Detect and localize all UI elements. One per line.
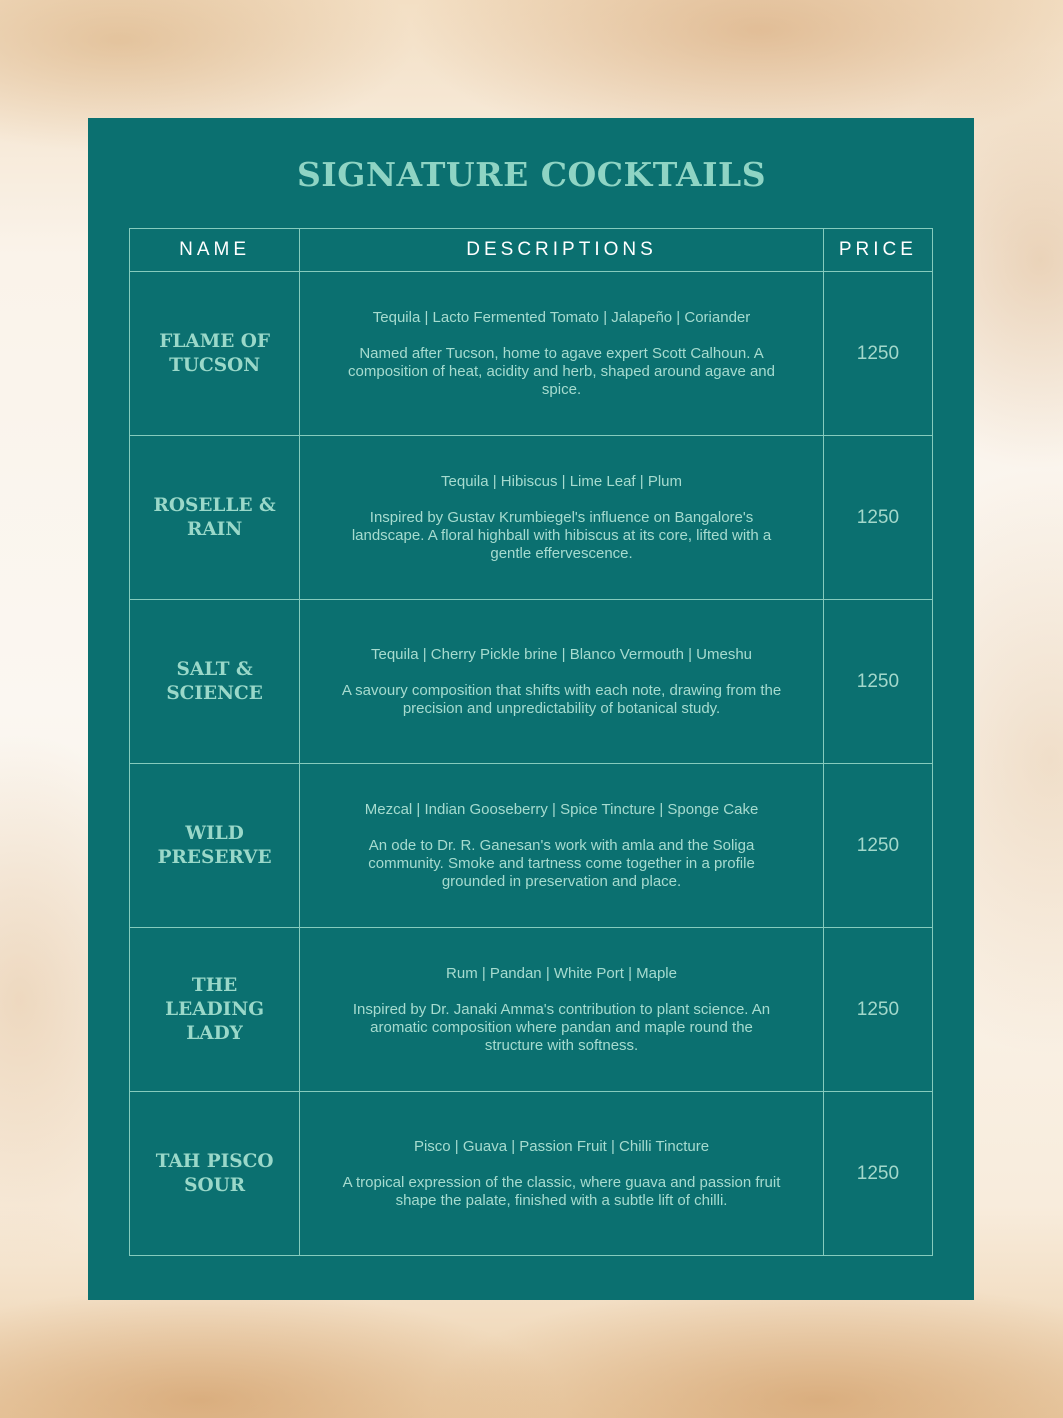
name-cell <box>130 764 300 928</box>
cocktail-name: THE LEADING LADY <box>165 974 265 1044</box>
name-cell <box>130 272 300 436</box>
cocktail-name: TAH PISCO SOUR <box>155 1150 274 1196</box>
price-cell <box>823 764 932 928</box>
cocktail-ingredients: Rum | Pandan | White Port | Maple <box>446 964 677 982</box>
price-cell <box>823 436 932 600</box>
table-row <box>130 764 933 928</box>
cocktail-description: A savoury composition that shifts with each note, drawing from the precision and unpredictability of botanical study. <box>341 681 782 717</box>
column-header-price: PRICE <box>823 229 932 272</box>
price-cell <box>823 272 932 436</box>
cocktail-price: 1250 <box>856 670 900 692</box>
name-cell <box>130 600 300 764</box>
description-cell <box>300 272 824 436</box>
cocktail-price: 1250 <box>856 506 900 528</box>
cocktail-price: 1250 <box>856 1162 900 1184</box>
cocktail-ingredients: Pisco | Guava | Passion Fruit | Chilli Tincture <box>413 1137 710 1155</box>
name-cell <box>130 436 300 600</box>
table-row <box>130 436 933 600</box>
description-cell <box>300 928 824 1092</box>
price-cell <box>823 1092 932 1256</box>
price-cell <box>823 600 932 764</box>
cocktail-ingredients: Mezcal | Indian Gooseberry | Spice Tincture | Sponge Cake <box>364 800 759 818</box>
price-cell <box>823 928 932 1092</box>
cocktail-description: A tropical expression of the classic, where guava and passion fruit shape the palate, finished with a subtle lift of chilli. <box>342 1173 781 1209</box>
cocktail-price: 1250 <box>856 342 900 364</box>
cocktail-ingredients: Tequila | Lacto Fermented Tomato | Jalapeño | Coriander <box>372 308 751 326</box>
cocktail-table <box>129 228 933 1256</box>
cocktail-ingredients: Tequila | Cherry Pickle brine | Blanco Vermouth | Umeshu <box>371 645 753 663</box>
description-cell <box>300 436 824 600</box>
description-cell <box>300 600 824 764</box>
column-header-name: NAME <box>130 229 300 272</box>
cocktail-description: Inspired by Dr. Janaki Amma's contribution to plant science. An aromatic composition where pandan and maple round the structure with softness. <box>352 1000 771 1054</box>
description-cell <box>300 764 824 928</box>
cocktail-price: 1250 <box>856 834 900 856</box>
cocktail-description: Named after Tucson, home to agave expert Scott Calhoun. A composition of heat, acidity and herb, shaped around agave and spice. <box>348 344 775 398</box>
cocktail-name: WILD PRESERVE <box>157 822 272 868</box>
table-row <box>130 928 933 1092</box>
cocktail-ingredients: Tequila | Hibiscus | Lime Leaf | Plum <box>441 472 682 490</box>
cocktail-description: An ode to Dr. R. Ganesan's work with amla and the Soliga community. Smoke and tartness come together in a profile grounded in preservation and place. <box>368 836 755 890</box>
description-cell <box>300 1092 824 1256</box>
table-row <box>130 1092 933 1256</box>
cocktail-name: ROSELLE & RAIN <box>153 494 276 540</box>
name-cell <box>130 1092 300 1256</box>
column-header-descriptions: DESCRIPTIONS <box>300 229 824 272</box>
cocktail-price: 1250 <box>856 998 900 1020</box>
table-row <box>130 600 933 764</box>
cocktail-name: FLAME OF TUCSON <box>159 330 270 376</box>
table-row <box>130 272 933 436</box>
menu-title: SIGNATURE COCKTAILS <box>296 155 767 194</box>
table-header-row <box>130 229 933 272</box>
cocktail-name: SALT & SCIENCE <box>166 658 263 704</box>
name-cell <box>130 928 300 1092</box>
cocktail-description: Inspired by Gustav Krumbiegel's influence on Bangalore's landscape. A floral highball with hibiscus at its core, lifted with a gentle effervescence. <box>351 508 772 562</box>
